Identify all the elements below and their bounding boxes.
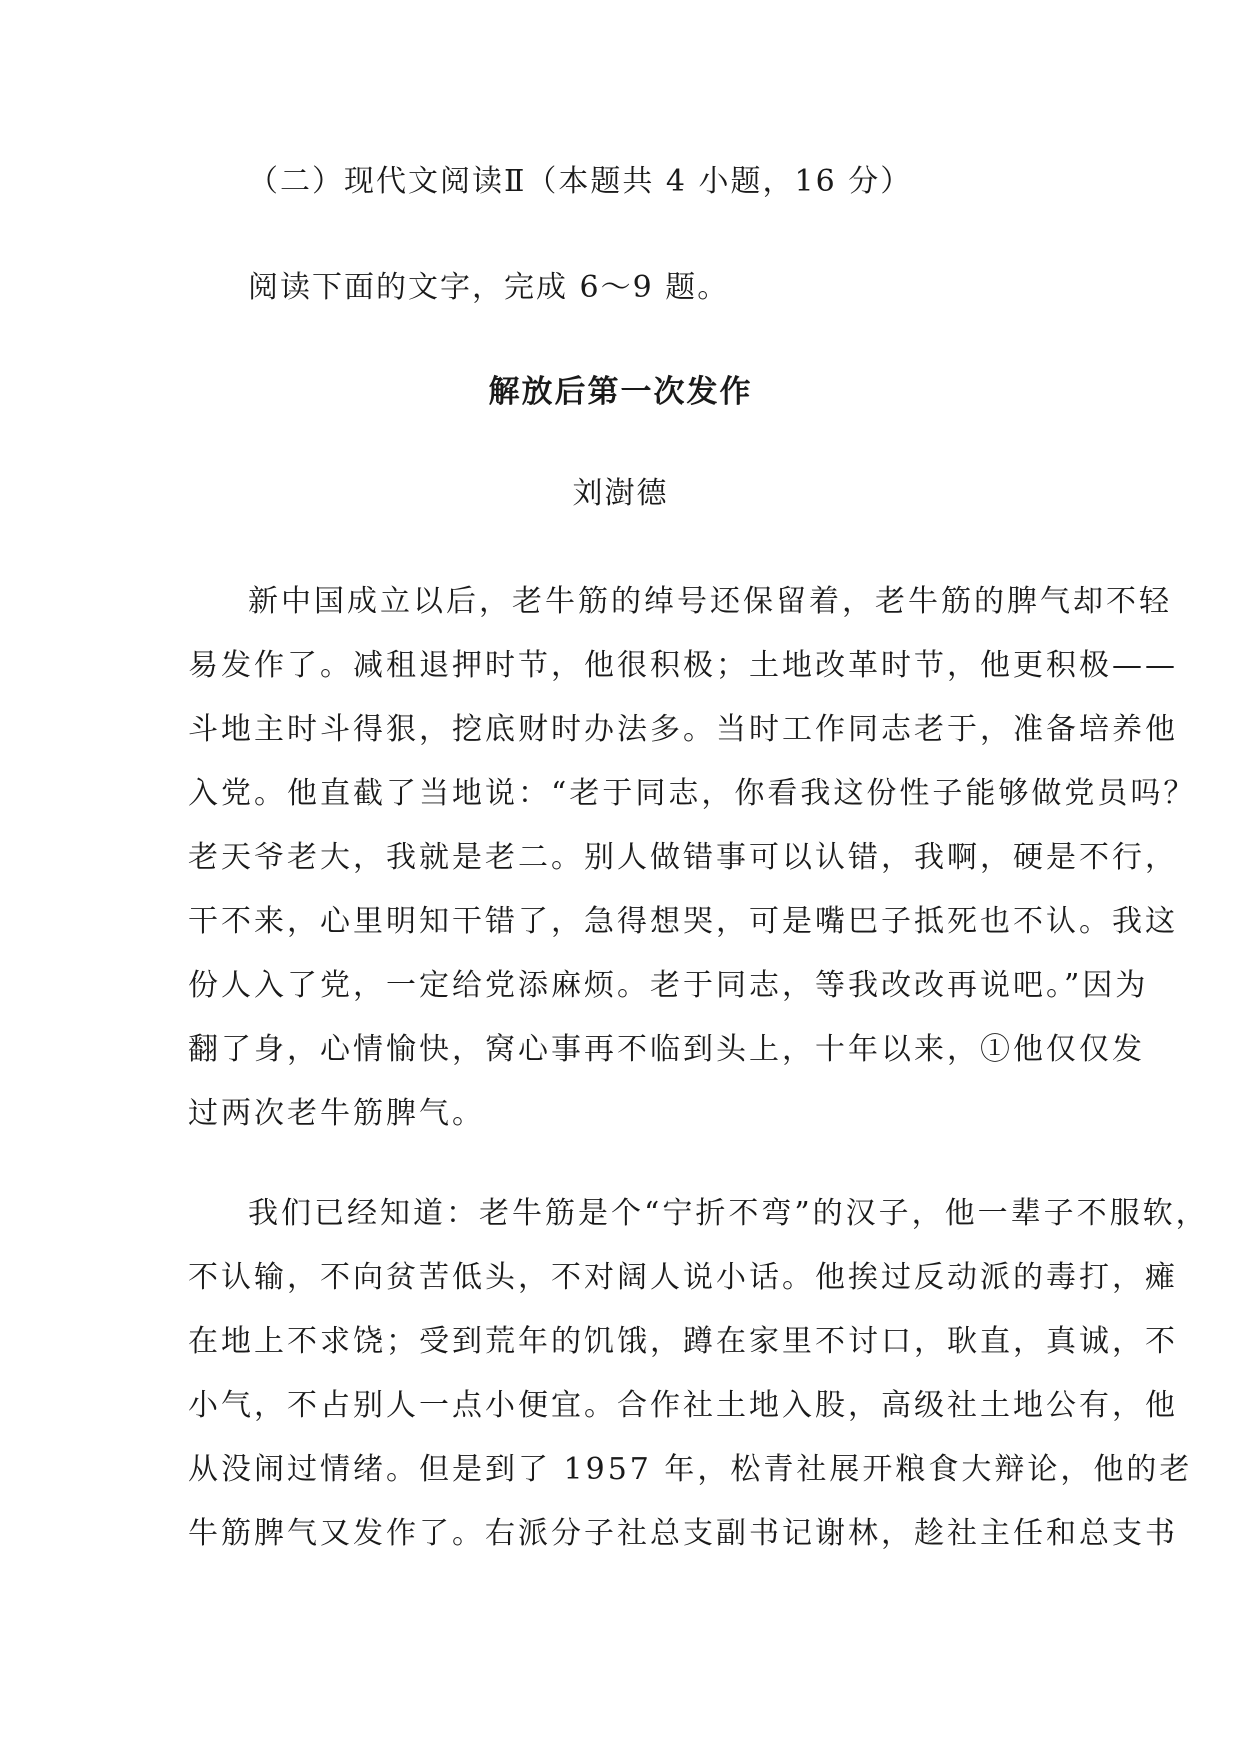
paragraph-line: 老天爷老大，我就是老二。别人做错事可以认错，我啊，硬是不行， [188,840,1178,875]
paragraph-line: 过两次老牛筋脾气。 [188,1096,485,1131]
paragraph-line: 入党。他直截了当地说：“老于同志，你看我这份性子能够做党员吗？ [188,776,1197,811]
paragraph-line: 易发作了。减租退押时节，他很积极；土地改革时节，他更积极—— [188,648,1178,683]
paragraph-line: 牛筋脾气又发作了。右派分子社总支副书记谢林，趁社主任和总支书 [188,1516,1178,1551]
paragraph-line: 斗地主时斗得狠，挖底财时办法多。当时工作同志老于，准备培养他 [188,712,1178,747]
paragraph-line: 我们已经知道：老牛筋是个“宁折不弯”的汉子，他一辈子不服软， [248,1196,1209,1231]
reading-instruction: 阅读下面的文字，完成 6～9 题。 [248,270,730,305]
section-heading: （二）现代文阅读Ⅱ（本题共 4 小题，16 分） [248,164,913,199]
paragraph-line: 从没闹过情绪。但是到了 1957 年，松青社展开粮食大辩论，他的老 [188,1452,1193,1487]
paragraph-line: 在地上不求饶；受到荒年的饥饿，蹲在家里不讨口，耿直，真诚，不 [188,1324,1178,1359]
article-title: 解放后第一次发作 [488,374,753,410]
paragraph-line: 份人入了党，一定给党添麻烦。老于同志，等我改改再说吧。”因为 [188,968,1149,1003]
paragraph-2 [188,1194,1209,1578]
paragraph-line: 干不来，心里明知干错了，急得想哭，可是嘴巴子抵死也不认。我这 [188,904,1178,939]
article-author: 刘澍德 [572,476,669,511]
paragraph-line: 新中国成立以后，老牛筋的绰号还保留着，老牛筋的脾气却不轻 [248,584,1172,619]
paragraph-line: 小气，不占别人一点小便宜。合作社土地入股，高级社土地公有，他 [188,1388,1178,1423]
paragraph-line: 不认输，不向贫苦低头，不对阔人说小话。他挨过反动派的毒打，瘫 [188,1260,1178,1295]
paragraph-line: 翻了身，心情愉快，窝心事再不临到头上，十年以来，①他仅仅发 [188,1032,1145,1067]
paragraph-1 [188,582,1197,1158]
